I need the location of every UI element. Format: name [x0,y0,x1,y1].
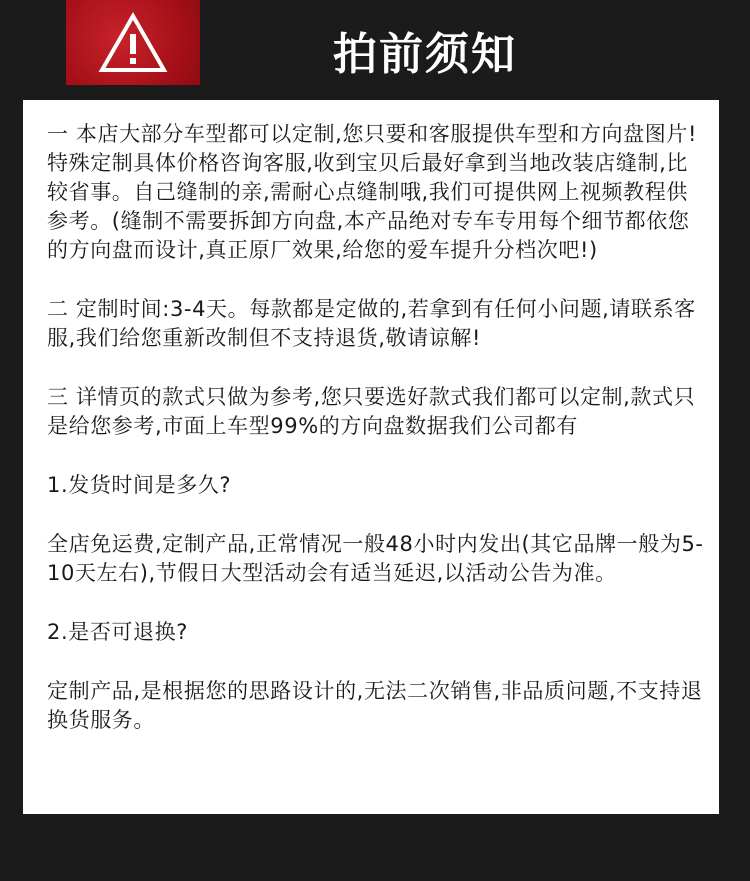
notice-card [23,100,719,814]
faq-answer-returns: 定制产品,是根据您的思路设计的,无法二次销售,非品质问题,不支持退换货服务。 [47,679,703,732]
header-banner [200,0,750,100]
warning-badge [66,0,200,85]
notice-paragraph-1: 一 本店大部分车型都可以定制,您只要和客服提供车型和方向盘图片!特殊定制具体价格咨询客服,收到宝贝后最好拿到当地改装店缝制,比较省事。自己缝制的亲,需耐心点缝制哦,我们可提供网上视频教程供参考。(缝制不需要拆卸方向盘,本产品绝对专车专用每个细节都依您的方向盘而设计,真正原厂效果,给您的爱车提升分档次吧!) [47,122,697,262]
faq-answer-shipping: 全店免运费,定制产品,正常情况一般48小时内发出(其它品牌一般为5-10天左右),节假日大型活动会有适当延迟,以活动公告为准。 [47,532,704,585]
faq-question-returns: 2.是否可退换? [47,620,188,644]
notice-paragraph-2: 二 定制时间:3-4天。每款都是定做的,若拿到有任何小问题,请联系客服,我们给您重新改制但不支持退货,敬请谅解! [47,297,696,350]
notice-paragraph-3: 三 详情页的款式只做为参考,您只要选好款式我们都可以定制,款式只是给您参考,市面上车型99%的方向盘数据我们公司都有 [47,385,696,438]
page-title: 拍前须知 [333,29,517,80]
faq-question-shipping: 1.发货时间是多久? [47,473,232,497]
warning-triangle-icon [98,12,168,74]
